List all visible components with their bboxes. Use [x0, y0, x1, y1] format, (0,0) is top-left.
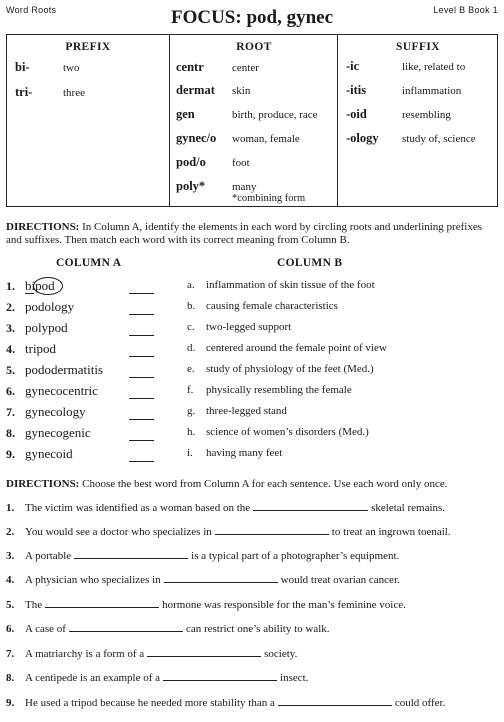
definition-text: centered around the female point of view: [206, 342, 387, 354]
answer-blank[interactable]: [69, 622, 183, 632]
item-number: 3.: [6, 321, 15, 335]
item-number: 6.: [6, 623, 15, 635]
definition-text: physically resembling the female: [206, 384, 352, 396]
root-part: gynec/o: [176, 131, 217, 145]
suffix-meaning: inflammation: [402, 85, 462, 97]
book-series-label: Word Roots: [6, 5, 57, 15]
sentence-item: [6, 573, 400, 586]
sentence-item: [6, 671, 308, 684]
answer-blank[interactable]: [74, 549, 188, 559]
directions-text: Choose the best word from Column A for each sentence. Use each word only once.: [79, 478, 448, 490]
item-number: 2.: [6, 300, 15, 314]
root-part: poly*: [176, 179, 206, 193]
item-letter: b.: [187, 300, 196, 312]
definition-text: study of physiology of the feet (Med.): [206, 363, 374, 375]
column-b-item: [187, 405, 287, 417]
definition-text: inflammation of skin tissue of the foot: [206, 279, 375, 291]
item-number: 6.: [6, 384, 15, 398]
answer-blank[interactable]: [129, 398, 154, 399]
sentence-end: insect.: [280, 672, 309, 684]
definition-text: two-legged support: [206, 321, 292, 333]
answer-blank[interactable]: [129, 356, 154, 357]
prefix-heading: PREFIX: [65, 41, 111, 53]
directions-sentences: [6, 478, 498, 491]
sentence-start: He used a tripod because he needed more stability than a: [25, 697, 275, 709]
column-a-word: tripod: [25, 341, 57, 356]
sentence-start: The victim was identified as a woman based on the: [25, 502, 251, 514]
word-parts-table: [6, 34, 498, 207]
column-a-item: [6, 425, 91, 441]
sentence-start: A case of: [25, 623, 66, 635]
root-meaning: many: [232, 181, 257, 193]
root-part: gen: [176, 107, 195, 121]
column-a-item: [6, 341, 56, 357]
page-title: FOCUS: pod, gynec: [170, 7, 334, 28]
item-number: 2.: [6, 526, 15, 538]
circled-root-mark: [33, 277, 63, 295]
item-number: 1.: [6, 279, 15, 293]
suffix-meaning: study of, science: [402, 133, 476, 145]
sentence-end: can restrict one’s ability to walk.: [185, 623, 330, 635]
root-entry: [176, 179, 256, 194]
sentence-item: [6, 696, 445, 709]
level-label: Level B Book 1: [433, 5, 498, 15]
column-b-item: [187, 363, 374, 375]
sentence-end: to treat an ingrown toenail.: [331, 526, 451, 538]
answer-blank[interactable]: [278, 696, 392, 706]
suffix-meaning: like, related to: [402, 61, 466, 73]
sentence-start: A centipede is an example of a: [25, 672, 161, 684]
sentence-start: The: [25, 599, 43, 611]
column-a-word: polypod: [25, 320, 68, 335]
sentence-end: is a typical part of a photographer’s equipment.: [191, 550, 400, 562]
sentence-item: [6, 501, 445, 514]
directions-text: In Column A, identify the elements in each word by circling roots and underlining prefixes and suffixes. Then match each word with its correct meaning from Column B.: [6, 221, 482, 246]
column-b-item: [187, 447, 282, 459]
column-a-word: [25, 278, 55, 294]
prefix-entry: [15, 60, 80, 75]
item-letter: i.: [187, 447, 193, 459]
answer-blank[interactable]: [147, 647, 261, 657]
sentence-end: society.: [264, 648, 298, 660]
directions-label: DIRECTIONS:: [6, 221, 80, 233]
combining-form-note: *combining form: [232, 193, 306, 204]
sentence-end: hormone was responsible for the man’s feminine voice.: [162, 599, 406, 611]
item-number: 3.: [6, 550, 15, 562]
suffix-entry: [346, 59, 465, 74]
answer-blank[interactable]: [45, 598, 159, 608]
item-number: 4.: [6, 574, 15, 586]
item-number: 7.: [6, 648, 15, 660]
root-meaning: birth, produce, race: [232, 109, 318, 121]
column-a-word: podology: [25, 299, 75, 314]
root-column: [169, 35, 338, 206]
answer-blank[interactable]: [129, 461, 154, 462]
definition-text: causing female characteristics: [206, 300, 338, 312]
sentence-start: A matriarchy is a form of a: [25, 648, 145, 660]
column-b-item: [187, 321, 291, 333]
definition-text: having many feet: [206, 447, 283, 459]
answer-blank[interactable]: [129, 440, 154, 441]
column-a-item: [6, 299, 74, 315]
item-number: 9.: [6, 697, 15, 709]
sentence-item: [6, 647, 297, 660]
sentence-end: could offer.: [394, 697, 446, 709]
sentence-item: [6, 525, 451, 538]
underlined-prefix-mark: [25, 293, 34, 294]
column-a-item: [6, 404, 86, 420]
column-a-item: [6, 446, 73, 462]
column-b-heading: COLUMN B: [277, 257, 343, 269]
item-letter: c.: [187, 321, 195, 333]
suffix-part: -ology: [346, 131, 379, 145]
item-letter: f.: [187, 384, 194, 396]
column-b-item: [187, 384, 352, 396]
item-number: 5.: [6, 363, 15, 377]
prefix-column: [7, 35, 169, 206]
column-b-item: [187, 279, 375, 291]
prefix-meaning: two: [63, 62, 80, 74]
item-number: 1.: [6, 502, 15, 514]
item-letter: g.: [187, 405, 196, 417]
root-entry: [176, 155, 250, 170]
column-a-word: gynecocentric: [25, 383, 98, 398]
suffix-meaning: resembling: [402, 109, 451, 121]
column-a-word: gynecology: [25, 404, 86, 419]
suffix-entry: [346, 131, 476, 146]
sentence-start: A portable: [25, 550, 72, 562]
column-a-item: [6, 362, 103, 378]
root-entry: [176, 60, 259, 75]
suffix-part: -ic: [346, 59, 360, 73]
root-meaning: skin: [232, 85, 251, 97]
column-a-item: [6, 320, 68, 336]
item-number: 9.: [6, 447, 15, 461]
sentence-item: [6, 549, 399, 562]
root-part: dermat: [176, 83, 215, 97]
sentence-item: [6, 598, 406, 611]
definition-text: science of women’s disorders (Med.): [206, 426, 369, 438]
root-meaning: center: [232, 62, 259, 74]
sentence-end: skeletal remains.: [371, 502, 446, 514]
sentence-end: would treat ovarian cancer.: [280, 574, 400, 586]
item-number: 7.: [6, 405, 15, 419]
directions-matching: [6, 221, 498, 247]
item-letter: e.: [187, 363, 195, 375]
item-letter: a.: [187, 279, 195, 291]
prefix-part: bi-: [15, 60, 30, 74]
answer-blank[interactable]: [129, 335, 154, 336]
suffix-column: [337, 35, 498, 206]
suffix-part: -oid: [346, 107, 367, 121]
root-meaning: woman, female: [232, 133, 300, 145]
answer-blank[interactable]: [129, 377, 154, 378]
suffix-part: -itis: [346, 83, 367, 97]
answer-blank[interactable]: [215, 525, 329, 535]
answer-blank[interactable]: [253, 501, 368, 511]
column-a-item: [6, 383, 98, 399]
sentence-start: A physician who specializes in: [25, 574, 161, 586]
item-number: 4.: [6, 342, 15, 356]
sentence-item: [6, 622, 330, 635]
column-a-item: [6, 278, 55, 294]
root-part: centr: [176, 60, 204, 74]
prefix-meaning: three: [63, 87, 85, 99]
column-b-item: [187, 300, 338, 312]
root-entry: [176, 83, 250, 98]
item-letter: d.: [187, 342, 196, 354]
item-letter: h.: [187, 426, 196, 438]
column-b-item: [187, 342, 387, 354]
item-number: 8.: [6, 426, 15, 440]
item-number: 8.: [6, 672, 15, 684]
root-meaning: foot: [232, 157, 250, 169]
directions-label: DIRECTIONS:: [6, 478, 80, 490]
sentence-start: You would see a doctor who specializes in: [25, 526, 212, 538]
column-a-word: gynecogenic: [25, 425, 91, 440]
word-text: bipod: [25, 278, 55, 293]
root-heading: ROOT: [236, 41, 272, 53]
answer-blank[interactable]: [164, 573, 278, 583]
column-a-word: pododermatitis: [25, 362, 103, 377]
answer-blank[interactable]: [163, 671, 277, 681]
suffix-entry: [346, 107, 451, 122]
answer-blank[interactable]: [129, 419, 154, 420]
item-number: 5.: [6, 599, 15, 611]
answer-blank[interactable]: [129, 293, 154, 294]
root-entry: [176, 107, 318, 122]
prefix-part: tri-: [15, 85, 33, 99]
suffix-heading: SUFFIX: [396, 41, 440, 53]
root-part: pod/o: [176, 155, 206, 169]
column-a-word: gynecoid: [25, 446, 73, 461]
column-a-heading: COLUMN A: [56, 257, 122, 269]
column-b-item: [187, 426, 369, 438]
definition-text: three-legged stand: [206, 405, 287, 417]
prefix-entry: [15, 85, 85, 100]
root-entry: [176, 131, 300, 146]
answer-blank[interactable]: [129, 314, 154, 315]
suffix-entry: [346, 83, 461, 98]
